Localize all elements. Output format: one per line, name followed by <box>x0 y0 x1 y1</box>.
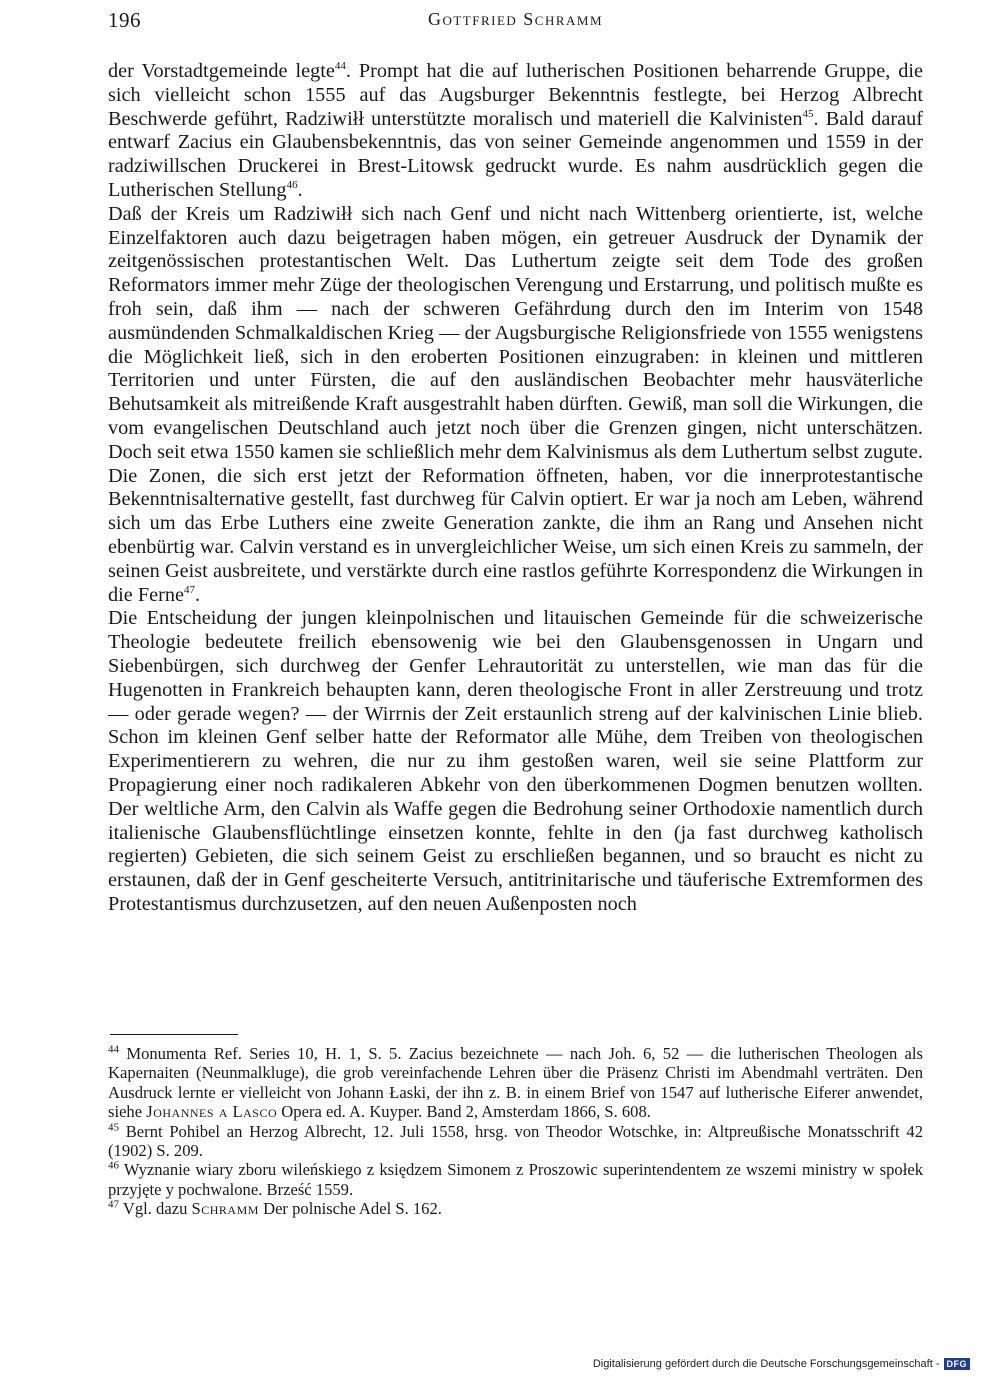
footnote-text: Opera ed. A. Kuyper. Band 2, Amsterdam 1866, S. 608. <box>277 1102 651 1122</box>
footnote-ref-44[interactable]: 44 <box>334 60 346 73</box>
footnote-47 <box>108 1199 923 1218</box>
footnote-45 <box>108 1122 923 1161</box>
footnote-number: 47 <box>108 1198 119 1211</box>
digitization-credit <box>593 1357 970 1371</box>
text-run: . <box>195 583 201 606</box>
footnote-author: Johannes a Lasco <box>146 1102 278 1122</box>
dfg-logo: DFG <box>944 1358 971 1370</box>
footnote-text: Monumenta Ref. Series 10, H. 1, S. 5. Zacius bezeichnete — nach Joh. 6, 52 — die lutherischen Theologen als Kapernaiten (Neunmalkluge), die grob vereinfachende Lehren über die Präsenz Christi im Abendmahl verträten. Den Ausdruck lernte er vielleicht von Johann Łaski, der ihn z. B. in einem Brief von 1547 auf lutherische Eiferer anwendet, siehe <box>108 1044 923 1122</box>
page-number: 196 <box>108 8 141 32</box>
footnote-text: Der polnische Adel S. 162. <box>258 1199 442 1219</box>
footnote-number: 46 <box>108 1159 119 1172</box>
footnote-ref-46[interactable]: 46 <box>286 179 298 192</box>
footnote-46 <box>108 1160 923 1199</box>
paragraph-3: Die Entscheidung der jungen kleinpolnischen und litauischen Gemeinde für die schweizerische Theologie bedeutete freilich ebensowenig wie bei den Glaubensgenossen in Ungarn und Siebenbürgen, sich durchweg der Genfer Lehrautorität zu unterstellen, wie man das für die Hugenotten in Frankreich behaupten kann, deren theologische Front in aller Zerstreuung und trotz — oder gerade wegen? — der Wirrnis der Zeit erstaunlich streng auf der kalvinischen Linie blieb. Schon im kleinen Genf selber hatte der Reformator alle Mühe, dem Treiben von theologischen Experimentierern zu wehren, die nur zu ihm gestoßen waren, weil sie seine Plattform zur Propagierung einer noch radikaleren Abkehr von den überkommenen Dogmen benutzen wollten. Der weltliche Arm, den Calvin als Waffe gegen die Bedrohung seiner Orthodoxie namentlich durch italienische Glaubensflüchtlinge einsetzen konnte, fehlte in den (ja fast durchweg katholisch regierten) Gebieten, die sich seinem Geist zu erschließen begannen, und so braucht es nicht zu erstaunen, daß der in Genf gescheiterte Versuch, antitrinitarische und täuferische Extremformen des Protestantismus durchzusetzen, auf den neuen Außenposten noch <box>108 607 923 915</box>
footnote-number: 44 <box>108 1043 119 1056</box>
footnote-ref-47[interactable]: 47 <box>184 583 196 596</box>
paragraph-2 <box>108 203 923 608</box>
credit-text: Digitalisierung gefördert durch die Deutsche Forschungsgemeinschaft - <box>592 1358 940 1370</box>
body-text <box>108 60 923 917</box>
paragraph-1 <box>108 60 923 203</box>
text-run: . Bald darauf entwarf Zacius ein Glaubensbekenntnis, das von seiner Gemeinde angenommen und 1559 in der radziwillschen Druckerei in Brest-Litowsk gedruckt wurde. Es nahm ausdrücklich gegen die Lutherischen Stellung <box>108 107 924 201</box>
page-header <box>108 6 923 36</box>
footnote-text: Bernt Pohibel an Herzog Albrecht, 12. Juli 1558, hrsg. von Theodor Wotschke, in: Altpreußische Monatsschrift 42 (1902) S. 209. <box>108 1121 923 1161</box>
footnote-text: Vgl. dazu <box>119 1199 192 1219</box>
footnote-divider <box>110 1034 238 1035</box>
footnote-text: Wyznanie wiary zboru wileńskiego z księdzem Simonem z Proszowic superintendentem ze wszemi ministry w społek przyjęte y pochwalone. Brześć 1559. <box>108 1160 923 1199</box>
text-run: . Prompt hat die auf lutherischen Positionen beharrende Gruppe, die sich vielleicht schon 1555 auf das Augsburger Bekenntnis festlegte, bei Herzog Albrecht Beschwerde geführt, Radziwiłł unterstützte moralisch und materiell die Kalvinisten <box>108 60 923 130</box>
text-run: . <box>297 178 303 201</box>
footnote-number: 45 <box>108 1121 119 1134</box>
footnotes <box>108 1044 923 1219</box>
running-head: Gottfried Schramm <box>427 9 604 29</box>
footnote-author: Schramm <box>191 1199 259 1219</box>
text-run: Daß der Kreis um Radziwiłł sich nach Genf und nicht nach Wittenberg orientierte, ist, welche Einzelfaktoren auch dazu beigetragen haben mögen, ein getreuer Ausdruck der Dynamik der zeitgenössischen protestantischen Welt. Das Luthertum zeigte seit dem Tode des großen Reformators immer mehr Züge der theologischen Verengung und Erstarrung, und politisch mußte es froh sein, daß ihm — nach der schweren Gefährdung durch den im Interim von 1548 ausmündenden Schmalkaldischen Krieg — der Augsburgische Religionsfriede von 1555 wenigstens die Möglichkeit ließ, sich in den eroberten Positionen einzugraben: in kleinen und mittleren Territorien und unter Fürsten, die auf den ausländischen Beobachter mehr hausväterliche Behutsamkeit als mitreißende Kraft ausgestrahlt haben dürften. Gewiß, man soll die Wirkungen, die vom evangelischen Deutschland auch jetzt noch über die Grenzen gingen, nicht unterschätzen. Doch seit etwa 1550 kamen sie schließlich mehr dem Kalvinismus als dem Luthertum selbst zugute. Die Zonen, die sich erst jetzt der Reformation öffneten, haben, vor die innerprotestantische Bekenntnisalternative gestellt, fast durchweg für Calvin optiert. Er war ja noch am Leben, während sich um das Erbe Luthers eine zweite Generation zankte, die ihm an Rang und Ansehen nicht ebenbürtig war. Calvin verstand es in unvergleichlicher Weise, um sich einen Kreis zu sammeln, der seinen Geist ausbreitete, und verstärkte durch eine rastlos geführte Korrespondenz die Wirkungen in die Ferne <box>108 202 923 606</box>
text-run: der Vorstadtgemeinde legte <box>108 60 335 82</box>
footnote-44 <box>108 1044 923 1122</box>
footnote-ref-45[interactable]: 45 <box>802 107 814 120</box>
